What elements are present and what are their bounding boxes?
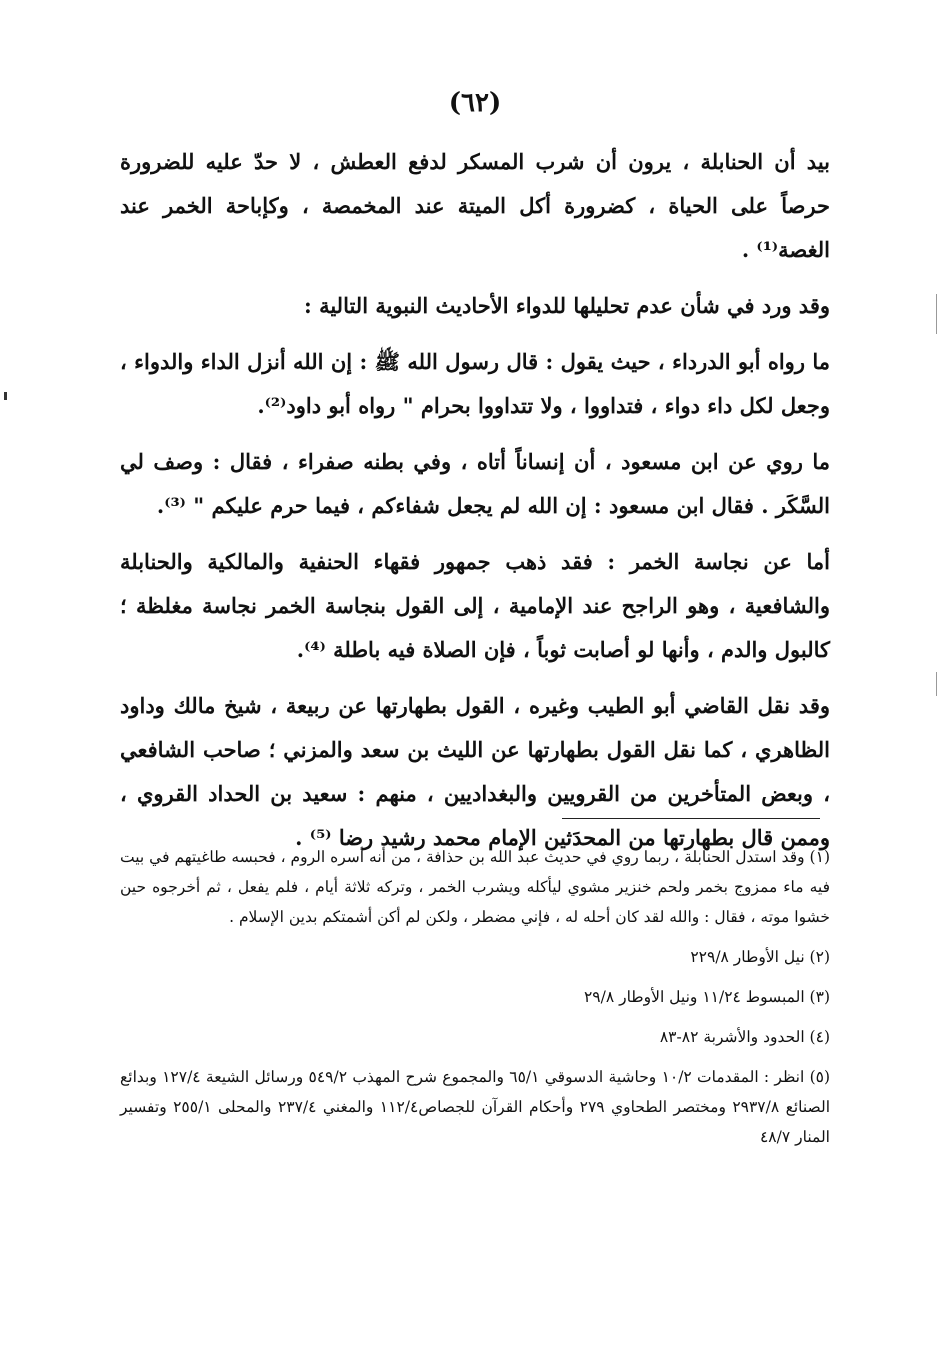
scan-edge-mark [936, 294, 937, 334]
paragraph: وقد ورد في شأن عدم تحليلها للدواء الأحاديث النبوية التالية : [304, 293, 830, 318]
scan-edge-mark [4, 392, 7, 400]
footnote: (١) وقد استدل الحنابلة ، ربما روي في حديث عبد الله بن حذافة ، من أنه أسره الروم ، فحبسه طاغيتهم في بيت فيه ماء ممزوج بخمر ولحم خنزير مشوي ليأكله ويشرب الخمر ، وتركه ثلاثة أيام ، فلم يفعل ، ثم أخرجوه حين خشوا موته ، فقال : والله لقد كان أحله له ، فإني مضطر ، ولكن لم أكن أشمتكم بدين الإسلام . [120, 848, 830, 926]
scan-edge-mark [936, 672, 937, 696]
page-number: (٦٢) [448, 88, 502, 118]
paragraph: ما رواه أبو الدرداء ، حيث يقول : قال رسول الله ﷺ : إن الله أنزل الداء والدواء ، وجعل لكل داء دواء ، فتداووا ، ولا تتداووا بحرام " رواه أبو داود⁽²⁾. [120, 349, 830, 418]
footnote: (٣) المبسوط ١١/٢٤ ونيل الأوطار ٢٩/٨ [583, 988, 830, 1006]
footnotes [120, 842, 830, 1162]
footnote-separator [562, 818, 820, 819]
paragraph: أما عن نجاسة الخمر : فقد ذهب جمهور فقهاء الحنفية والمالكية والحنابلة والشافعية ، وهو الراجح عند الإمامية ، إلى القول بنجاسة الخمر نجاسة مغلظة ؛ كالبول والدم ، وأنها لو أصابت ثوباً ، فإن الصلاة فيه باطلة ⁽⁴⁾. [120, 549, 830, 662]
paragraph: بيد أن الحنابلة ، يرون أن شرب المسكر لدفع العطش ، لا حدّ عليه للضرورة حرصاً على الحياة ، كضرورة أكل الميتة عند المخمصة ، وكإباحة الخمر عند الغصة⁽¹⁾ . [120, 149, 831, 262]
main-text [120, 140, 830, 872]
paragraph: وقد نقل القاضي أبو الطيب وغيره ، القول بطهارتها عن ربيعة ، شيخ مالك وداود الظاهري ، كما نقل القول بطهارتها عن الليث بن سعد والمزني ؛ صاحب الشافعي ، وبعض المتأخرين من القرويين والبغداديين ، منهم : سعيد بن الحداد القروي ، وممن قال بطهارتها من المحدَثين الإمام محمد رشيد رضا ⁽⁵⁾ . [120, 693, 830, 850]
footnote: (٥) انظر : المقدمات ١٠/٢ وحاشية الدسوقي ٦٥/١ والمجموع شرح المهذب ٥٤٩/٢ ورسائل الشيعة ١٢٧/٤ وبدائع الصنائع ٢٩٣٧/٨ ومختصر الطحاوي ٢٧٩ وأحكام القرآن للجصاص١١٢/٤ والمغني ٢٣٧/٤ والمحلى ٢٥٥/١ وتفسير المنار ٤٨/٧ [120, 1068, 831, 1146]
paragraph: ما روي عن ابن مسعود ، أن إنساناً أتاه ، وفي بطنه صفراء ، فقال : وصف لي السَّكَر . فقال ابن مسعود : إن الله لم يجعل شفاءكم ، فيما حرم عليكم " ⁽³⁾. [120, 449, 830, 518]
footnote: (٤) الحدود والأشربة ٨٢-٨٣ [659, 1028, 830, 1046]
footnote: (٢) نيل الأوطار ٢٢٩/٨ [690, 948, 830, 966]
